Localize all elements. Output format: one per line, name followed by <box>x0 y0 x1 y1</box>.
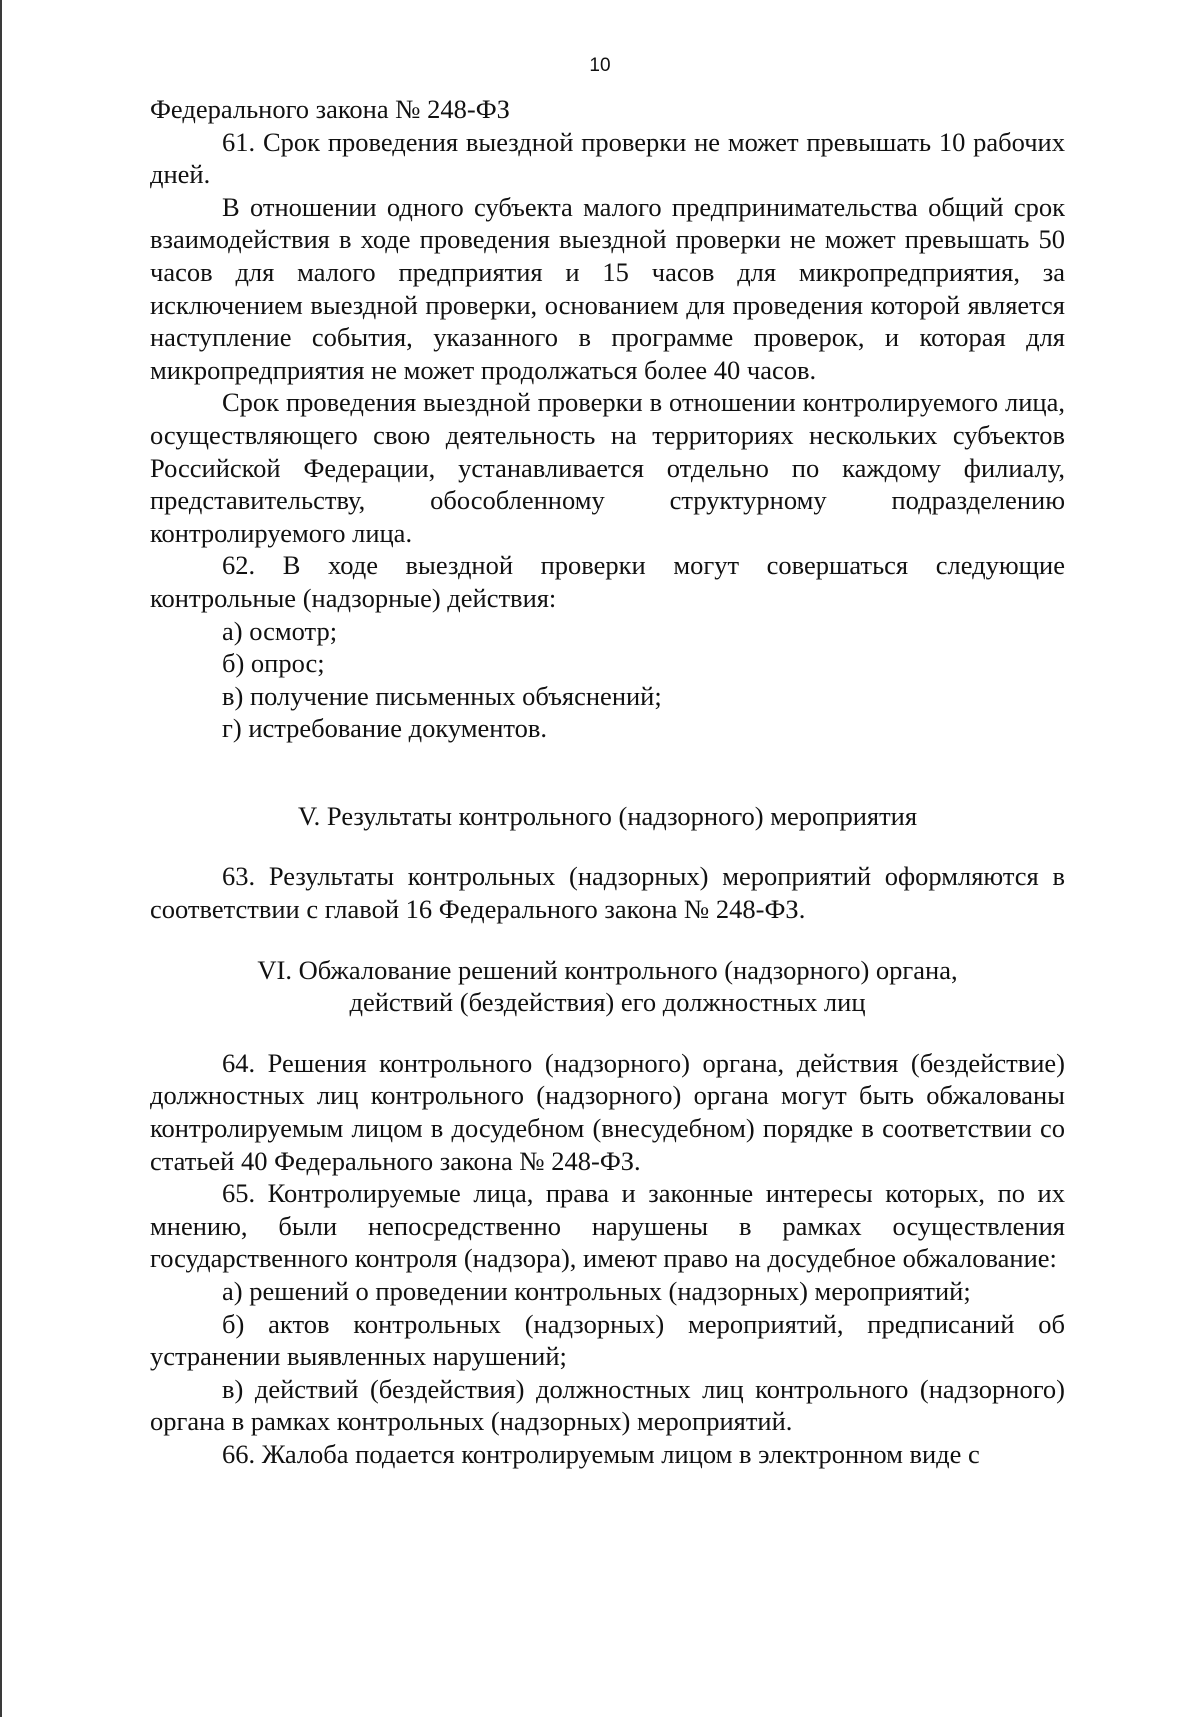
section-5-heading: V. Результаты контрольного (надзорного) мероприятия <box>297 800 918 831</box>
list-item-inspection: а) осмотр; <box>222 615 338 646</box>
scan-left-edge <box>0 0 2 1717</box>
list-item-survey: б) опрос; <box>222 648 325 679</box>
page-number: 10 <box>589 55 611 76</box>
document-body <box>150 93 1065 1471</box>
list-item-acts: б) актов контрольных (надзорных) мероприятий, предписаний об устранении выявленных нарушений; <box>150 1308 1065 1372</box>
list-item-decisions: а) решений о проведении контрольных (надзорных) мероприятий; <box>222 1276 971 1306</box>
list-item-actions: в) действий (бездействия) должностных лиц контрольного (надзорного) органа в рамках контрольных (надзорных) мероприятий. <box>150 1373 1065 1437</box>
spacer <box>150 926 1065 954</box>
spacer <box>150 832 1065 860</box>
paragraph-61-small-business: В отношении одного субъекта малого предпринимательства общий срок взаимодействия в ходе проведения выездной проверки не может превышать 50 часов для малого предприятия и 15 часов для микропредприятия, за исключением выездной проверки, основанием для проведения которой является наступление события, указанного в программе проверок, и которая для микропредприятия не может продолжаться более 40 часов. <box>150 191 1065 385</box>
section-6-heading-line-1: VI. Обжалование решений контрольного (надзорного) органа, <box>257 954 958 985</box>
section-6-heading-line-2: действий (бездействия) его должностных лиц <box>349 987 866 1018</box>
paragraph-61: 61. Срок проведения выездной проверки не может превышать 10 рабочих дней. <box>150 126 1065 190</box>
paragraph-64: 64. Решения контрольного (надзорного) органа, действия (бездействие) должностных лиц контрольного (надзорного) органа могут быть обжалованы контролируемым лицом в досудебном (внесудебном) порядке в соответствии со статьей 40 Федерального закона № 248-ФЗ. <box>150 1047 1065 1176</box>
paragraph-63: 63. Результаты контрольных (надзорных) мероприятий оформляются в соответствии с главой 16 Федерального закона № 248-ФЗ. <box>150 861 1065 925</box>
continuation-line: Федерального закона № 248-ФЗ <box>150 94 510 124</box>
list-item-written-explanations: в) получение письменных объяснений; <box>222 680 662 711</box>
paragraph-65: 65. Контролируемые лица, права и законные интересы которых, по их мнению, были непосредственно нарушены в рамках осуществления государственного контроля (надзора), имеют право на досудебное обжалование: <box>150 1178 1065 1274</box>
spacer <box>150 1019 1065 1047</box>
spacer <box>150 745 1065 800</box>
paragraph-62: 62. В ходе выездной проверки могут совершаться следующие контрольные (надзорные) действия: <box>150 550 1065 613</box>
paragraph-61-territories: Срок проведения выездной проверки в отношении контролируемого лица, осуществляющего свою деятельность на территориях нескольких субъектов Российской Федерации, устанавливается отдельно по каждому филиалу, представительству, обособленному структурному подразделению контролируемого лица. <box>150 387 1065 548</box>
paragraph-66: 66. Жалоба подается контролируемым лицом в электронном виде с <box>222 1438 980 1469</box>
list-item-documents-request: г) истребование документов. <box>222 713 548 744</box>
